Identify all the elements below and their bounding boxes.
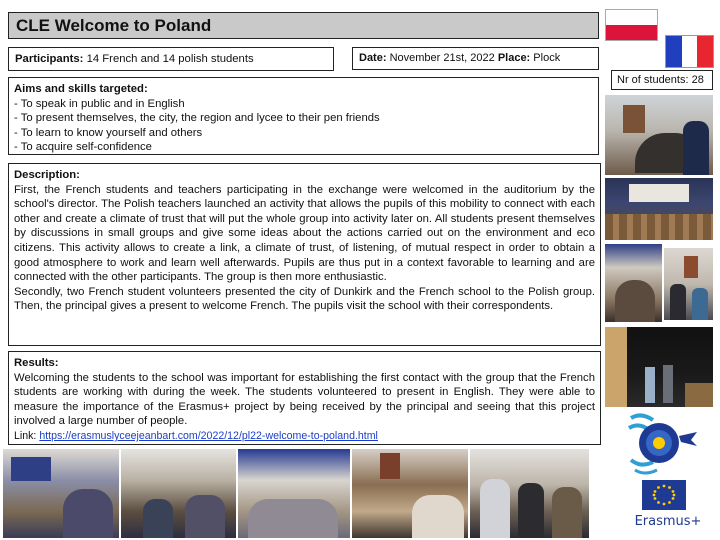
results-link[interactable]: https://erasmuslyceejeanbart.com/2022/12/pl22-welcome-to-poland.html: [39, 429, 378, 442]
photo-classroom-group: [605, 95, 713, 175]
photo-presentation: [664, 248, 713, 320]
date-label: Date:: [359, 52, 387, 64]
participants-box: [8, 47, 334, 71]
photo-auditorium: [605, 178, 713, 240]
description-paragraph-1: First, the French students and teachers participating in the exchange were welcomed in the auditorium by the school's director. The Polish teachers launched an activity that allows the pupils of this mobility to connect with each other and create a climate of trust that will put the whole group into activity later on. All students present themselves by discussions in small groups and give some ideas about the actions carried out on the environment and eco citizens. This activity allows to create a link, a climate of trust, of listening, of mutual respect in order to obtain a good atmosphere to work and learn well afterwards. Pupils are thus put in a context favorable to learning and are connected with the other participants. The group is then more enthusiastic.: [14, 183, 595, 284]
erasmus-label: Erasmus+: [634, 514, 702, 529]
place-label: Place:: [497, 52, 531, 64]
students-count: Nr of students: 28: [617, 74, 704, 86]
photo-bottom-1: [3, 449, 119, 538]
aims-item: - To learn to know yourself and others: [14, 126, 203, 139]
poland-flag: [605, 9, 658, 41]
participants-label: Participants:: [15, 53, 84, 65]
results-label: Results:: [14, 357, 59, 369]
results-box: [8, 351, 601, 445]
project-logo: [623, 410, 699, 476]
france-flag: [665, 35, 714, 68]
photo-bottom-5: [470, 449, 589, 538]
date-place-box: [352, 47, 599, 70]
aims-label: Aims and skills targeted:: [14, 83, 148, 95]
date-value: November 21st, 2022: [386, 52, 498, 64]
description-label: Description:: [14, 169, 80, 181]
photo-bottom-2: [121, 449, 236, 538]
aims-item: - To present themselves, the city, the region and lycee to their pen friends: [14, 112, 380, 125]
photo-students-seated: [605, 244, 662, 322]
photo-stage: [605, 327, 713, 407]
photo-bottom-3: [238, 449, 350, 538]
eu-flag-icon: [642, 480, 686, 510]
link-label: Link:: [14, 429, 40, 442]
aims-box: [8, 77, 599, 155]
airplane-icon: [679, 432, 697, 446]
aims-item: - To speak in public and in English: [14, 97, 185, 110]
title-bar: [8, 12, 599, 39]
aims-item: - To acquire self-confidence: [14, 141, 152, 154]
results-text: Welcoming the students to the school was important for establishing the first contact with the group that the French students are working with during the week. The students volunteered to present in English. They were able to measure the importance of the Erasmus+ project by being received by the principal and seeing that this project involved a large number of people.: [14, 371, 595, 428]
page-title: CLE Welcome to Poland: [16, 16, 212, 35]
students-count-box: [611, 70, 713, 90]
description-box: [8, 163, 601, 346]
results-link-line: [14, 429, 595, 444]
place-value: Plock: [530, 52, 561, 64]
participants-value: 14 French and 14 polish students: [83, 53, 254, 65]
description-paragraph-2: Secondly, two French student volunteers presented the city of Dunkirk and the French school to the Polish group. Then, the principal gives a present to welcome French. The pupils visit the school with their correspondents.: [14, 285, 595, 313]
photo-bottom-4: [352, 449, 468, 538]
